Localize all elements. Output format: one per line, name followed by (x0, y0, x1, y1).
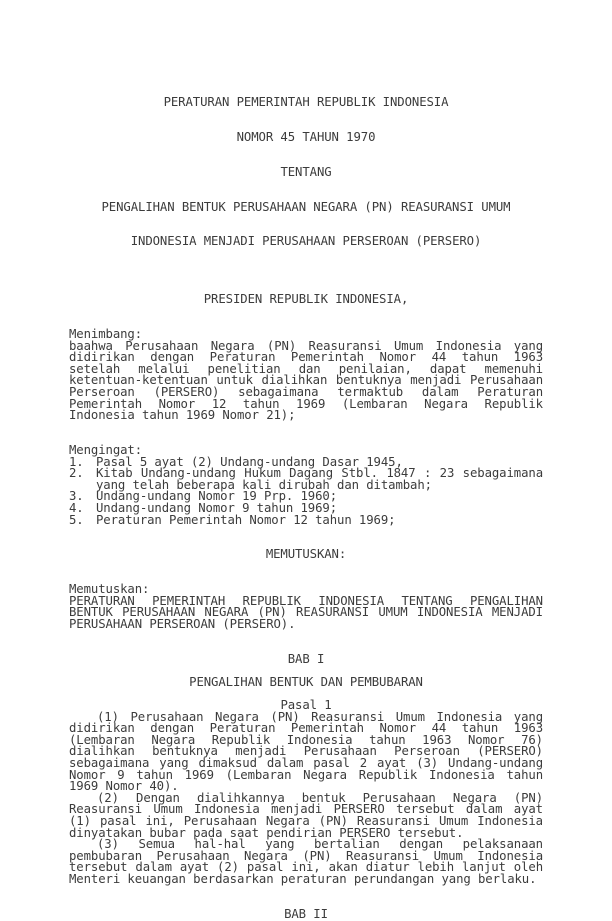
list-item (69, 512, 543, 527)
considering-label: Menimbang: (69, 327, 143, 342)
spacer (69, 631, 543, 654)
article-paragraph-1: (1) Perusahaan Negara (PN) Reasuransi Umum Indonesia yang didirikan dengan Peraturan Pemerintah Nomor 44 tahun 1963 (Lembaran Negara Republik Indonesia tahun 1963 Nomor 76) dialihkan bentuknya menjadi Perusahaan Perseroan (PERSERO) sebagaimana yang dimaksud dalam pasal 2 ayat (3) Undang-undang Nomor 9 tahun 1969 (Lembaran Negara Republik Indonesia tahun 1969 Nomor 40). (69, 709, 543, 794)
spacer (69, 561, 543, 584)
deciding-body: PERATURAN PEMERINTAH REPUBLIK INDONESIA TENTANG PENGALIHAN BENTUK PERUSAHAAN NEGARA (PN) REASURANSI UMUM INDONESIA MENJADI PERUSAHAAN PERSEROAN (PERSERO). (69, 593, 543, 631)
recalling-label: Mengingat: (69, 443, 143, 457)
chapter-one-title: PENGALIHAN BENTUK DAN PEMBUBARAN (189, 674, 423, 689)
title-line-2: NOMOR 45 TAHUN 1970 (236, 129, 376, 144)
document-title (69, 74, 543, 271)
list-item-number: 3. (69, 489, 84, 504)
spacer (69, 526, 543, 549)
decides-heading: MEMUTUSKAN: (265, 547, 347, 562)
article-one-heading: Pasal 1 (280, 698, 332, 713)
list-item-number: 4. (69, 500, 84, 515)
recalling-list (69, 454, 543, 527)
spacer (69, 422, 543, 445)
list-item-text: Undang-undang Nomor 9 tahun 1969; (96, 500, 338, 515)
list-item-number: 1. (69, 454, 84, 469)
authority-line: PRESIDEN REPUBLIK INDONESIA, (203, 292, 409, 307)
list-item-number: 2. (69, 466, 84, 481)
spacer (69, 886, 543, 909)
list-item (69, 468, 543, 491)
list-item-text: Pasal 5 ayat (2) Undang-undang Dasar 1945, (96, 454, 403, 469)
list-item-text: Kitab Undang-undang Hukum Dagang Stbl. 1847 : 23 sebagaimana yang telah beberapa kali dirubah dan ditambah; (96, 466, 543, 492)
title-line-1: PERATURAN PEMERINTAH REPUBLIK INDONESIA (163, 95, 449, 110)
list-item-text: Undang-undang Nomor 19 Prp. 1960; (96, 489, 338, 504)
spacer (69, 306, 543, 329)
spacer (69, 271, 543, 294)
chapter-one-number: BAB I (287, 651, 325, 666)
title-line-5: INDONESIA MENJADI PERUSAHAAN PERSEROAN (PERSERO) (130, 234, 482, 249)
article-paragraph-2: (2) Dengan dialihkannya bentuk Perusahaan Negara (PN) Reasuransi Umum Indonesia menjadi PERSERO tersebut dalam ayat (1) pasal ini, Perusahaan Negara (PN) Reasuransi Umum Indonesia dinyatakan bubar pada saat pendirian PERSERO tersebut. (69, 790, 543, 840)
deciding-label: Memutuskan: (69, 582, 150, 597)
considering-body: baahwa Perusahaan Negara (PN) Reasuransi Umum Indonesia yang didirikan dengan Peraturan Pemerintah Nomor 44 tahun 1963 setelah melalui penelitian dan penilaian, dapat memenuhi ketentuan-ketentuan untuk dialihkan bentuknya menjadi Perusahaan Perseroan (PERSERO) sebagaimana termaktub dalam Peraturan Pemerintah Nomor 12 tahun 1969 (Lembaran Negara Republik Indonesia tahun 1969 Nomor 21); (69, 338, 543, 423)
title-line-3: TENTANG (280, 164, 332, 179)
document-page (69, 74, 543, 920)
title-line-4: PENGALIHAN BENTUK PERUSAHAAN NEGARA (PN) REASURANSI UMUM (101, 199, 511, 214)
article-paragraph-3: (3) Semua hal-hal yang bertalian dengan pelaksanaan pembubaran Perusahaan Negara (PN) Reasuransi Umum Indonesia tersebut dalam ayat (2) pasal ini, akan diatur lebih lanjut oleh Menteri keuangan berdasarkan peraturan perundangan yang berlaku. (69, 837, 543, 886)
chapter-two-number: BAB II (284, 906, 328, 921)
list-item-number: 5. (69, 512, 84, 527)
list-item-text: Peraturan Pemerintah Nomor 12 tahun 1969; (96, 512, 396, 527)
